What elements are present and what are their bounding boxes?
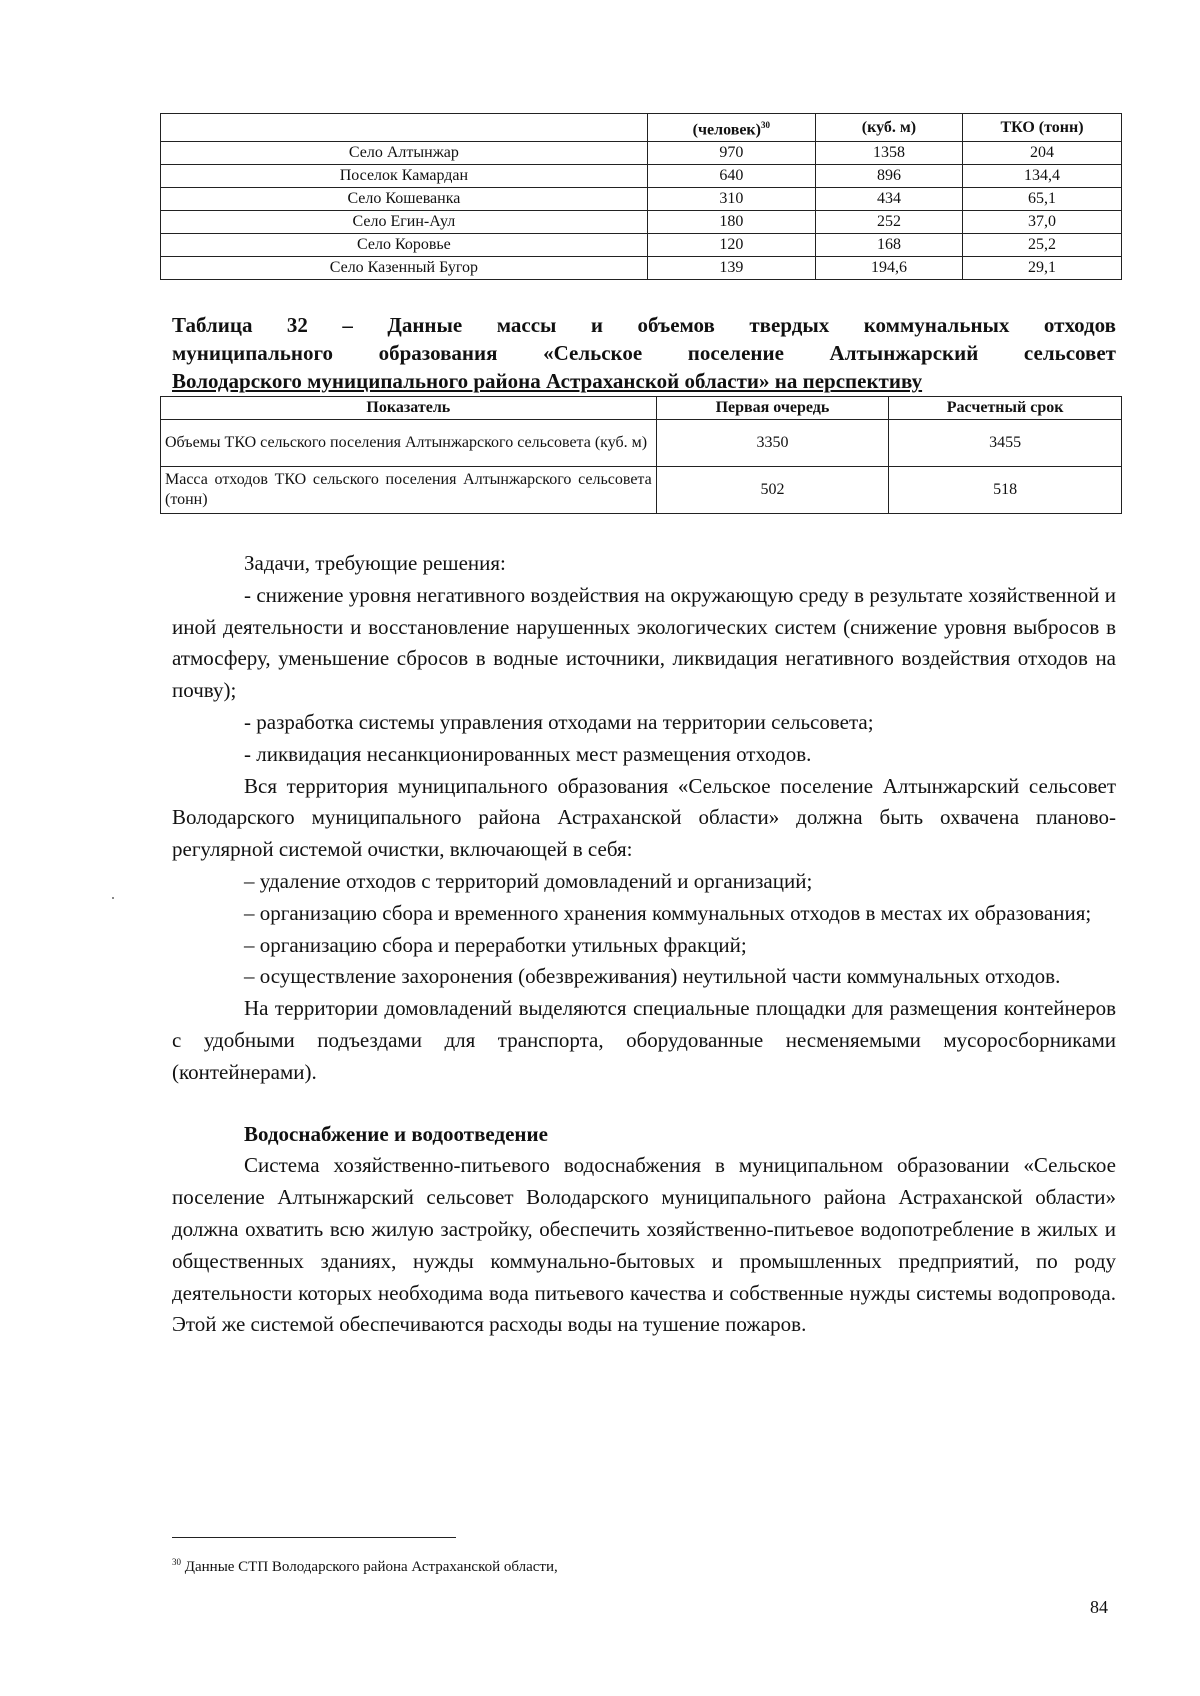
- table-cell: 252: [815, 211, 962, 234]
- table-cell: Объемы ТКО сельского поселения Алтынжарского сельсовета (куб. м): [161, 420, 657, 467]
- table-cell: 434: [815, 188, 962, 211]
- table-cell: 896: [815, 165, 962, 188]
- table-row: [161, 188, 1122, 211]
- table-row: [161, 257, 1122, 280]
- table-row: [161, 142, 1122, 165]
- table-header-cell: Показатель: [161, 397, 657, 420]
- table-cell: 25,2: [963, 234, 1122, 257]
- footnote-number: 30: [172, 1557, 181, 1567]
- footnote-text: Данные СТП Володарского района Астраханской области,: [184, 1559, 558, 1575]
- table-caption: [172, 311, 1116, 395]
- table-cell: 168: [815, 234, 962, 257]
- table-cell: 120: [647, 234, 815, 257]
- footnote-ref: 30: [760, 120, 770, 130]
- table-cell: Село Егин-Аул: [161, 211, 648, 234]
- table-header-cell: ТКО (тонн): [963, 114, 1122, 142]
- caption-line: муниципального образования «Сельское поселение Алтынжарский сельсовет: [172, 341, 1116, 365]
- table-header-row: [161, 397, 1122, 420]
- paragraph: Задачи, требующие решения:: [244, 551, 506, 575]
- table-cell: 134,4: [963, 165, 1122, 188]
- table-cell: 29,1: [963, 257, 1122, 280]
- table-cell: 194,6: [815, 257, 962, 280]
- list-item: – организацию сбора и временного хранения коммунальных отходов в местах их образования;: [244, 900, 1092, 925]
- table-cell: 970: [647, 142, 815, 165]
- header-text: (человек): [692, 121, 761, 139]
- list-item: – удаление отходов с территорий домовладений и организаций;: [244, 868, 813, 893]
- table-cell: Село Казенный Бугор: [161, 257, 648, 280]
- table-row: [161, 234, 1122, 257]
- caption-line: Володарского муниципального района Астраханской области» на перспективу: [172, 369, 923, 393]
- table-cell: 65,1: [963, 188, 1122, 211]
- table-cell: 640: [647, 165, 815, 188]
- list-item: – осуществление захоронения (обезвреживания) неутильной части коммунальных отходов.: [244, 964, 1061, 989]
- table-cell: Поселок Камардан: [161, 165, 648, 188]
- table-header-cell: Расчетный срок: [889, 397, 1122, 420]
- footnote-separator: [172, 1537, 456, 1538]
- table-row: [161, 211, 1122, 234]
- table-header-cell: (куб. м): [815, 114, 962, 142]
- table-cell: 1358: [815, 142, 962, 165]
- paragraph: - разработка системы управления отходами на территории сельсовета;: [244, 709, 874, 734]
- body-text: [172, 548, 1116, 1341]
- table-cell: 3455: [889, 420, 1122, 467]
- paragraph: - ликвидация несанкционированных мест размещения отходов.: [244, 741, 812, 766]
- table-cell: 204: [963, 142, 1122, 165]
- paragraph: - снижение уровня негативного воздействия на окружающую среду в результате хозяйственной и иной деятельности и восстановление нарушенных экологических систем (снижение уровня выбросов в атмосферу, уменьшение сбросов в водные источники, ликвидация негативного воздействия отходов на почву);: [172, 582, 1116, 703]
- table-cell: 310: [647, 188, 815, 211]
- table-row: [161, 165, 1122, 188]
- table-cell: Масса отходов ТКО сельского поселения Алтынжарского сельсовета (тонн): [161, 467, 657, 514]
- waste-forecast-table: [160, 396, 1122, 514]
- table-header-cell: Первая очередь: [656, 397, 889, 420]
- table-cell: 3350: [656, 420, 889, 467]
- table-header-row: [161, 114, 1122, 142]
- paragraph: Система хозяйственно-питьевого водоснабжения в муниципальном образовании «Сельское поселение Алтынжарский сельсовет Володарского муниципального района Астраханской области» должна охватить всю жилую застройку, обеспечить хозяйственно-питьевое водопотребление в жилых и общественных зданиях, нужды коммунально-бытовых и промышленных предприятий, по роду деятельности которых необходима вода питьевого качества и собственные нужды системы водопровода. Этой же системой обеспечиваются расходы воды на тушение пожаров.: [172, 1153, 1116, 1337]
- caption-line: Таблица 32 – Данные массы и объемов твердых коммунальных отходов: [172, 313, 1116, 337]
- table-cell: 37,0: [963, 211, 1122, 234]
- table-cell: 502: [656, 467, 889, 514]
- table-header-cell: [161, 114, 648, 142]
- table-cell: 518: [889, 467, 1122, 514]
- table-cell: Село Алтынжар: [161, 142, 648, 165]
- table-cell: 180: [647, 211, 815, 234]
- paragraph: Вся территория муниципального образования «Сельское поселение Алтынжарский сельсовет Володарского муниципального района Астраханской области» должна быть охвачена планово-регулярной системой очистки, включающей в себя:: [172, 773, 1116, 862]
- scan-speck: [112, 897, 114, 899]
- table-cell: Село Коровье: [161, 234, 648, 257]
- paragraph: На территории домовладений выделяются специальные площадки для размещения контейнеров с удобными подъездами для транспорта, оборудованные несменяемыми мусоросборниками (контейнерами).: [172, 996, 1116, 1084]
- section-heading: Водоснабжение и водоотведение: [244, 1121, 548, 1146]
- footnote: [172, 1552, 558, 1577]
- table-row: [161, 467, 1122, 514]
- list-item: – организацию сбора и переработки утильных фракций;: [244, 932, 747, 957]
- waste-by-settlement-table: [160, 113, 1122, 280]
- table-header-cell: [647, 114, 815, 142]
- table-row: [161, 420, 1122, 467]
- table-cell: 139: [647, 257, 815, 280]
- table-cell: Село Кошеванка: [161, 188, 648, 211]
- page-number: 84: [1090, 1597, 1108, 1617]
